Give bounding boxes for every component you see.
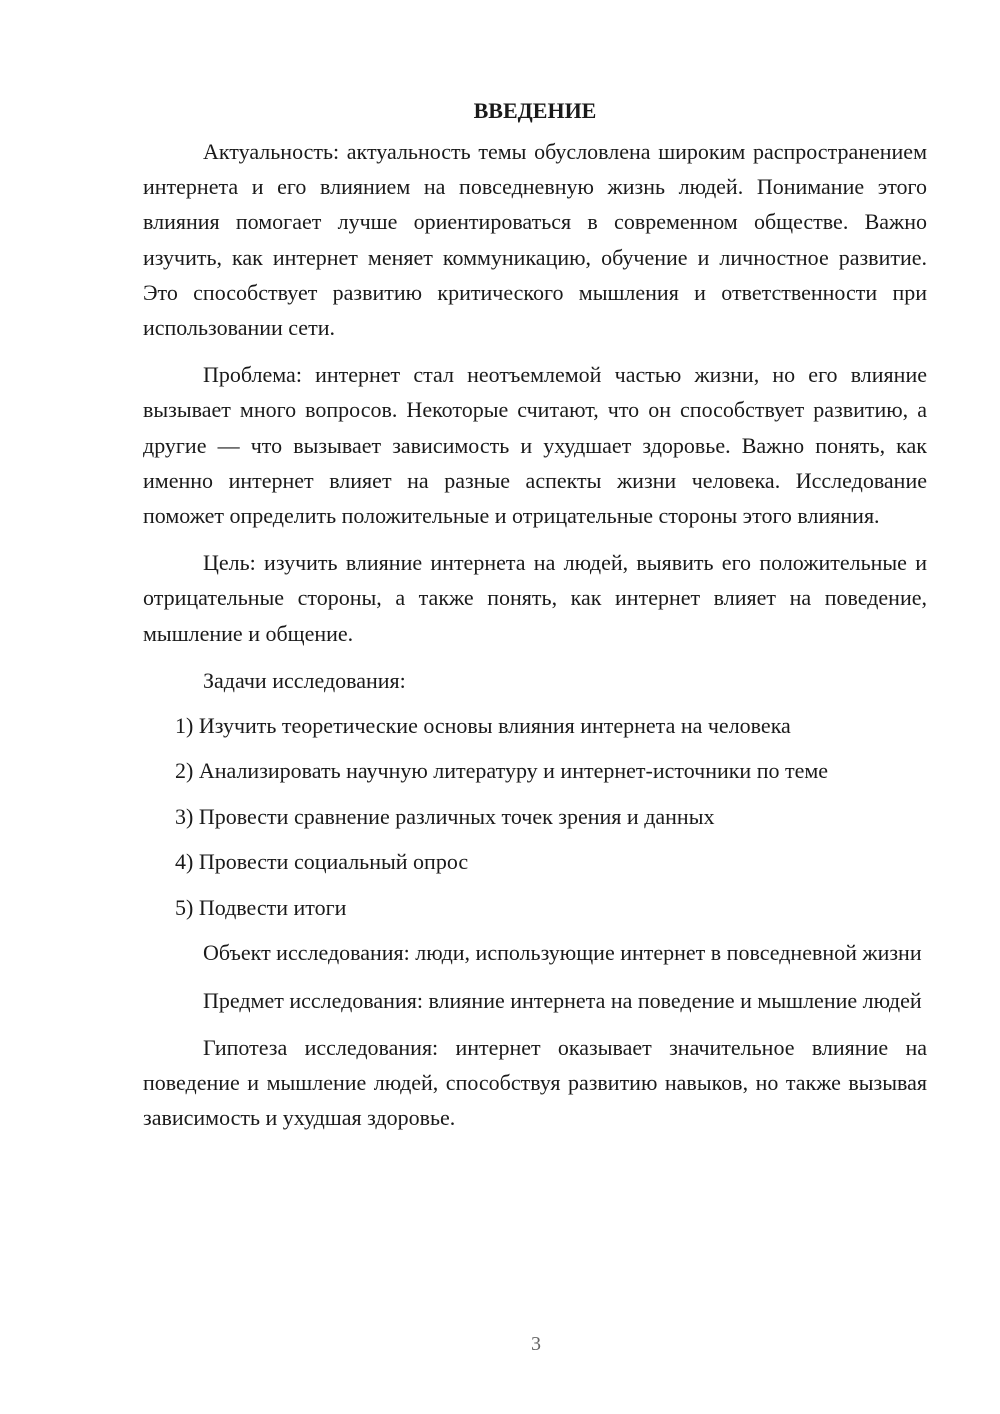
list-item: 4) Провести социальный опрос <box>175 849 469 875</box>
page-content <box>143 93 927 1147</box>
page-number: 3 <box>531 1333 541 1355</box>
paragraph-object: Объект исследования: люди, использующие интернет в повседневной жизни <box>203 940 922 966</box>
paragraph-goal: Цель: изучить влияние интернета на людей, выявить его положительные и отрицательные стороны, а также понять, как интернет влияет на поведение, мышление и общение. <box>143 550 927 646</box>
paragraph-problem: Проблема: интернет стал неотъемлемой частью жизни, но его влияние вызывает много вопросов. Некоторые считают, что он способствует развитию, а другие — что вызывает зависимость и ухудшает здоровье. Важно понять, как именно интернет влияет на разные аспекты жизни человека. Исследование поможет определить положительные и отрицательные стороны этого влияния. <box>143 362 927 529</box>
paragraph-subject: Предмет исследования: влияние интернета на поведение и мышление людей <box>203 987 922 1013</box>
page-title: ВВЕДЕНИЕ <box>473 98 597 123</box>
paragraph-hypothesis: Гипотеза исследования: интернет оказывает значительное влияние на поведение и мышление людей, способствуя развитию навыков, но также вызывая зависимость и ухудшая здоровье. <box>143 1034 927 1131</box>
list-item: 2) Анализировать научную литературу и интернет-источники по теме <box>175 758 829 784</box>
tasks-list <box>143 708 927 925</box>
list-item: 1) Изучить теоретические основы влияния интернета на человека <box>175 712 791 738</box>
list-item: 5) Подвести итоги <box>175 894 347 920</box>
tasks-heading: Задачи исследования: <box>203 667 406 693</box>
list-item: 3) Провести сравнение различных точек зрения и данных <box>175 803 715 829</box>
paragraph-relevance: Актуальность: актуальность темы обусловлена широким распространением интернета и его влиянием на повседневную жизнь людей. Понимание этого влияния помогает лучше ориентироваться в современном обществе. Важно изучить, как интернет меняет коммуникацию, обучение и личностное развитие. Это способствует развитию критического мышления и ответственности при использовании сети. <box>143 139 927 341</box>
